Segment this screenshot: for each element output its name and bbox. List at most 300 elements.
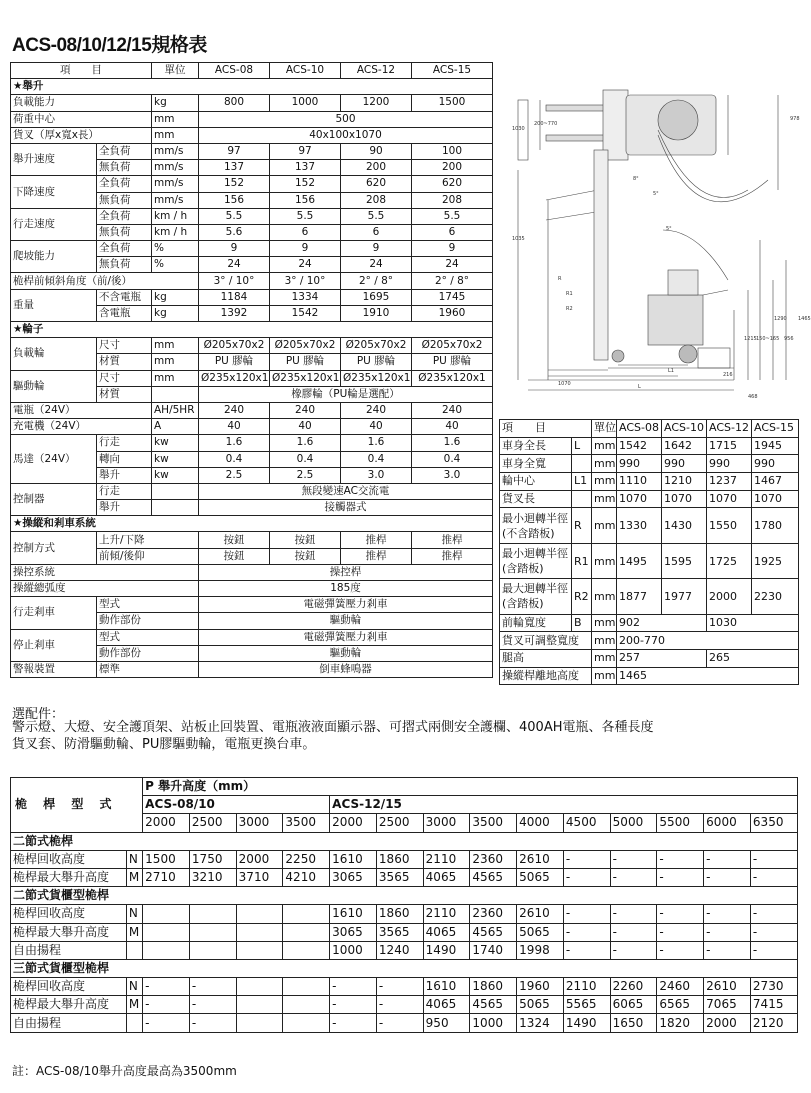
unit-cell: kw [152, 467, 199, 483]
mast-value-cell: 1610 [423, 978, 470, 996]
mast-value-cell: - [563, 941, 610, 959]
value-cell: 倒車蜂鳴器 [199, 661, 493, 677]
mast-value-cell: - [189, 996, 236, 1014]
mast-value-cell: 2110 [423, 905, 470, 923]
sub-label: 無負荷 [97, 192, 152, 208]
page-title: ACS-08/10/12/15規格表 [12, 35, 207, 56]
drawing-dimension-label: 1030 [512, 126, 525, 132]
dim-label: 最大迴轉半徑 (含踏板) [500, 579, 572, 614]
value-cell: 推桿 [341, 548, 412, 564]
value-cell: 800 [199, 95, 270, 111]
mast-value-cell: 2460 [657, 978, 704, 996]
unit-cell: km / h [152, 224, 199, 240]
mast-value-cell: 3065 [330, 868, 377, 886]
value-cell: 1070 [707, 490, 752, 508]
row-drive-wheel [11, 370, 493, 386]
value-cell: PU 膠輪 [341, 354, 412, 370]
value-cell: 24 [341, 257, 412, 273]
row-label: 停止剎車 [11, 629, 97, 661]
mast-data-row [11, 850, 798, 868]
unit-cell [152, 386, 199, 402]
value-cell: 9 [270, 241, 341, 257]
value-cell: Ø235x120x1 [412, 370, 493, 386]
dim-label: 車身全長 [500, 437, 572, 455]
value-cell: 推桿 [341, 532, 412, 548]
value-cell: 1550 [707, 508, 752, 543]
dim-label: 操縱桿離地高度 [500, 667, 592, 685]
unit-cell: mm [592, 579, 617, 614]
drawing-dimension-label: 978 [790, 116, 800, 122]
mast-value-cell: - [704, 850, 751, 868]
row-controller [11, 483, 493, 499]
mast-height-cell: 2500 [189, 814, 236, 832]
value-cell: 40 [412, 419, 493, 435]
mast-value-cell: 1750 [189, 850, 236, 868]
unit-cell: A [152, 419, 199, 435]
value-cell: 橡膠輪（PU輪是選配） [199, 386, 493, 402]
unit-cell: mm [152, 354, 199, 370]
mast-value-cell: - [610, 868, 657, 886]
mast-value-cell: 1860 [376, 850, 423, 868]
mast-value-cell: 2610 [704, 978, 751, 996]
value-cell: 5.5 [270, 208, 341, 224]
mast-value-cell: 3565 [376, 868, 423, 886]
section-title: ★操縱和剎車系統 [11, 516, 493, 532]
dim-code: B [572, 614, 592, 632]
footnote: 註：ACS-08/10舉升高度最高為3500mm [12, 1064, 237, 1078]
header-cell: ACS-15 [412, 63, 493, 79]
value-cell: Ø205x70x2 [412, 338, 493, 354]
mast-value-cell: 2710 [143, 868, 190, 886]
mast-value-cell [143, 923, 190, 941]
mast-value-cell: - [330, 1014, 377, 1032]
value-cell: 按鈕 [199, 532, 270, 548]
mast-value-cell [236, 978, 283, 996]
mast-value-cell: 5065 [517, 996, 564, 1014]
header-cell: ACS-08 [617, 420, 662, 438]
options-line-2: 貨叉套、防滑驅動輪、PU膠驅動輪，電瓶更換台車。 [12, 737, 316, 752]
mast-value-cell: 6065 [610, 996, 657, 1014]
value-cell: 3° / 10° [270, 273, 341, 289]
value-cell: 0.4 [199, 451, 270, 467]
value-cell: 156 [270, 192, 341, 208]
mast-value-cell: - [750, 868, 797, 886]
mast-section-title: 三節式貨櫃型桅桿 [11, 959, 798, 977]
value-cell: 1070 [662, 490, 707, 508]
row-label: 負載輪 [11, 338, 97, 370]
unit-cell: kg [152, 95, 199, 111]
sub-label: 行走 [97, 435, 152, 451]
mast-value-cell: 5565 [563, 996, 610, 1014]
mast-value-cell: - [704, 905, 751, 923]
mast-value-cell: - [657, 941, 704, 959]
mast-value-cell: 6565 [657, 996, 704, 1014]
mast-value-cell [236, 923, 283, 941]
value-cell: 接觸器式 [199, 500, 493, 516]
unit-cell: kw [152, 435, 199, 451]
unit-cell: kg [152, 305, 199, 321]
value-cell: 137 [199, 160, 270, 176]
unit-cell: kg [152, 289, 199, 305]
drawing-dimension-label: 1070 [558, 381, 571, 387]
mast-row-label: 桅桿回收高度 [11, 850, 127, 868]
dim-row-fork-adjust [500, 632, 799, 650]
mast-row-code: M [126, 996, 142, 1014]
header-cell: ACS-12 [707, 420, 752, 438]
value-cell: Ø235x120x1 [199, 370, 270, 386]
drawing-dimension-label: R [558, 276, 562, 282]
mast-value-cell: - [563, 868, 610, 886]
value-cell: 24 [199, 257, 270, 273]
mast-value-cell: - [376, 978, 423, 996]
mast-value-cell: 2730 [750, 978, 797, 996]
sub-label: 無負荷 [97, 160, 152, 176]
row-label: 操縱總弧度 [11, 581, 199, 597]
drawing-dimension-label: L [638, 384, 641, 390]
dim-label: 腿高 [500, 649, 592, 667]
drawing-dimension-label: 5° [653, 191, 659, 197]
value-cell: 6 [270, 224, 341, 240]
value-cell: 1200 [341, 95, 412, 111]
mast-data-row [11, 978, 798, 996]
drawing-dimension-label: 150~165 [756, 336, 780, 342]
mast-value-cell: 1610 [330, 905, 377, 923]
value-cell: 1945 [752, 437, 799, 455]
mast-value-cell: 4065 [423, 923, 470, 941]
mast-value-cell: 2120 [750, 1014, 797, 1032]
mast-height-cell: 5000 [610, 814, 657, 832]
value-cell: PU 膠輪 [199, 354, 270, 370]
mast-group-acs-08-10: ACS-08/10 [143, 796, 330, 814]
drawing-dimension-label: 5° [666, 226, 672, 232]
mast-value-cell [236, 905, 283, 923]
row-label: 控制器 [11, 483, 97, 515]
mast-row-label: 桅桿最大舉升高度 [11, 996, 127, 1014]
row-label: 爬坡能力 [11, 241, 97, 273]
value-cell: 3° / 10° [199, 273, 270, 289]
header-cell: ACS-15 [752, 420, 799, 438]
spec-header-row [11, 63, 493, 79]
sub-label: 全負荷 [97, 208, 152, 224]
mast-value-cell: - [657, 850, 704, 868]
unit-cell: mm [152, 370, 199, 386]
header-cell: ACS-10 [270, 63, 341, 79]
value-cell: 1467 [752, 473, 799, 491]
unit-cell: kw [152, 451, 199, 467]
mast-header-row [11, 778, 798, 796]
mast-height-cell: 6000 [704, 814, 751, 832]
unit-cell: mm [592, 632, 617, 650]
mast-value-cell: 1500 [143, 850, 190, 868]
mast-height-cell: 4000 [517, 814, 564, 832]
mast-form-label: 桅 桿 型 式 [11, 778, 143, 833]
value-cell: 9 [412, 241, 493, 257]
mast-value-cell: 4210 [283, 868, 330, 886]
mast-value-cell: 1000 [330, 941, 377, 959]
mast-value-cell: 4065 [423, 996, 470, 1014]
mast-value-cell [189, 941, 236, 959]
mast-height-cell: 4500 [563, 814, 610, 832]
sub-label: 標準 [97, 661, 199, 677]
mast-row-label: 自由揚程 [11, 941, 127, 959]
unit-cell: mm [592, 543, 617, 578]
mast-value-cell: 3210 [189, 868, 236, 886]
value-cell: 1.6 [270, 435, 341, 451]
section-title: ★輪子 [11, 322, 493, 338]
value-cell: 驅動輪 [199, 613, 493, 629]
value-cell: 1542 [617, 437, 662, 455]
drawing-dimension-label: 1035 [512, 236, 525, 242]
dim-row [500, 437, 799, 455]
unit-cell: mm [592, 667, 617, 685]
value-cell: 208 [341, 192, 412, 208]
dim-header-row [500, 420, 799, 438]
row-label: 充電機（24V） [11, 419, 152, 435]
value-cell: 3.0 [341, 467, 412, 483]
mast-row-code: M [126, 868, 142, 886]
mast-section-title: 二節式貨櫃型桅桿 [11, 887, 798, 905]
dim-row [500, 490, 799, 508]
value-cell: 1877 [617, 579, 662, 614]
mast-value-cell: - [143, 1014, 190, 1032]
mast-value-cell: 1324 [517, 1014, 564, 1032]
sub-label: 前傾/後仰 [97, 548, 199, 564]
row-battery [11, 402, 493, 418]
dim-row [500, 579, 799, 614]
value-cell: 40x100x1070 [199, 127, 493, 143]
mast-value-cell: - [610, 941, 657, 959]
value-cell: 0.4 [341, 451, 412, 467]
value-cell: 1725 [707, 543, 752, 578]
value-cell: 推桿 [412, 548, 493, 564]
value-cell: 1542 [270, 305, 341, 321]
mast-value-cell: 4565 [470, 996, 517, 1014]
mast-value-cell: 1820 [657, 1014, 704, 1032]
value-cell: 5.5 [199, 208, 270, 224]
mast-value-cell: 1740 [470, 941, 517, 959]
row-travel-brake [11, 597, 493, 613]
sub-label: 全負荷 [97, 143, 152, 159]
mast-value-cell [283, 905, 330, 923]
row-motor [11, 435, 493, 451]
mast-data-row [11, 996, 798, 1014]
value-cell: 240 [270, 402, 341, 418]
value-cell: 1495 [617, 543, 662, 578]
value-cell: 操控桿 [199, 564, 493, 580]
mast-section-row [11, 887, 798, 905]
drawing-dimension-label: 468 [748, 394, 758, 400]
mast-value-cell [236, 996, 283, 1014]
section-row [11, 322, 493, 338]
row-alarm [11, 661, 493, 677]
unit-cell [152, 500, 199, 516]
forklift-dimension-drawing [498, 80, 811, 400]
row-label: 馬達（24V） [11, 435, 97, 484]
value-cell: 156 [199, 192, 270, 208]
mast-value-cell: - [189, 978, 236, 996]
value-cell: 1.6 [341, 435, 412, 451]
sub-label: 無負荷 [97, 224, 152, 240]
row-label: 貨叉（厚x寬x長） [11, 127, 152, 143]
value-cell: 9 [199, 241, 270, 257]
sub-label: 尺寸 [97, 370, 152, 386]
mast-value-cell: - [657, 923, 704, 941]
mast-value-cell: - [330, 978, 377, 996]
row-load-center [11, 111, 493, 127]
value-cell: 電磁彈簧壓力剎車 [199, 597, 493, 613]
section-row [11, 516, 493, 532]
value-cell: 1000 [270, 95, 341, 111]
value-cell: 6 [341, 224, 412, 240]
sub-label: 上升/下降 [97, 532, 199, 548]
unit-cell: mm/s [152, 176, 199, 192]
drawing-dimension-label: 8° [633, 176, 639, 182]
mast-value-cell: - [704, 941, 751, 959]
value-cell: 1184 [199, 289, 270, 305]
dim-row [500, 508, 799, 543]
mast-value-cell: 3065 [330, 923, 377, 941]
mast-value-cell [236, 1014, 283, 1032]
mast-section-title: 二節式桅桿 [11, 832, 798, 850]
value-cell: 100 [412, 143, 493, 159]
mast-row-code: N [126, 905, 142, 923]
value-cell: 0.4 [412, 451, 493, 467]
unit-cell: mm [152, 127, 199, 143]
value-cell: Ø205x70x2 [341, 338, 412, 354]
value-cell: Ø205x70x2 [270, 338, 341, 354]
mast-value-cell: 1998 [517, 941, 564, 959]
header-cell: ACS-08 [199, 63, 270, 79]
mast-value-cell: 5065 [517, 923, 564, 941]
mast-value-cell: - [610, 923, 657, 941]
unit-cell: % [152, 241, 199, 257]
value-cell: 97 [199, 143, 270, 159]
value-cell: 按鈕 [270, 532, 341, 548]
sub-label: 動作部份 [97, 613, 199, 629]
value-cell: 9 [341, 241, 412, 257]
drawing-dimension-label: 1465 [798, 316, 811, 322]
value-cell: 1110 [617, 473, 662, 491]
sub-label: 無負荷 [97, 257, 152, 273]
mast-value-cell: - [330, 996, 377, 1014]
mast-value-cell [143, 905, 190, 923]
row-weight [11, 289, 493, 305]
sub-label: 轉向 [97, 451, 152, 467]
mast-value-cell: - [189, 1014, 236, 1032]
unit-cell: km / h [152, 208, 199, 224]
mast-value-cell: 3565 [376, 923, 423, 941]
mast-value-cell: 2110 [563, 978, 610, 996]
value-cell: 152 [199, 176, 270, 192]
value-cell: 1237 [707, 473, 752, 491]
value-cell: 240 [199, 402, 270, 418]
mast-section-row [11, 832, 798, 850]
mast-value-cell [143, 941, 190, 959]
mast-row-code: M [126, 923, 142, 941]
dim-row [500, 455, 799, 473]
value-cell: 990 [662, 455, 707, 473]
unit-cell: mm [592, 437, 617, 455]
value-cell: 1695 [341, 289, 412, 305]
value-cell: 24 [412, 257, 493, 273]
mast-height-cell: 2000 [143, 814, 190, 832]
value-cell: 90 [341, 143, 412, 159]
dim-row-leg-height [500, 649, 799, 667]
row-label: 舉升速度 [11, 143, 97, 175]
row-load-capacity [11, 95, 493, 111]
value-cell: 152 [270, 176, 341, 192]
mast-value-cell: 2260 [610, 978, 657, 996]
value-cell: 2.5 [270, 467, 341, 483]
mast-value-cell: 1650 [610, 1014, 657, 1032]
header-cell: 單位 [152, 63, 199, 79]
sub-label: 材質 [97, 354, 152, 370]
mast-data-row [11, 941, 798, 959]
value-cell: 1392 [199, 305, 270, 321]
value-cell: 200 [341, 160, 412, 176]
mast-height-cell: 5500 [657, 814, 704, 832]
row-control-mode [11, 532, 493, 548]
mast-value-cell: 2000 [704, 1014, 751, 1032]
unit-cell: mm [592, 614, 617, 632]
value-cell: 無段變速AC交流電 [199, 483, 493, 499]
mast-value-cell: 7065 [704, 996, 751, 1014]
dimension-table [499, 419, 799, 685]
mast-row-code [126, 941, 142, 959]
value-cell: 6 [412, 224, 493, 240]
value-cell: 按鈕 [270, 548, 341, 564]
value-cell: 1070 [617, 490, 662, 508]
value-cell: 902 [617, 614, 707, 632]
sub-label: 材質 [97, 386, 152, 402]
value-cell: 620 [341, 176, 412, 192]
unit-cell: mm/s [152, 143, 199, 159]
mast-value-cell: - [563, 905, 610, 923]
value-cell: 200-770 [617, 632, 799, 650]
value-cell: 185度 [199, 581, 493, 597]
mast-value-cell: - [610, 850, 657, 868]
mast-value-cell: 1240 [376, 941, 423, 959]
section-row [11, 79, 493, 95]
unit-cell: mm [152, 111, 199, 127]
dim-label: 前輪寬度 [500, 614, 572, 632]
mast-value-cell: 2110 [423, 850, 470, 868]
mast-row-code: N [126, 850, 142, 868]
mast-value-cell: 4565 [470, 868, 517, 886]
drawing-dimension-label: R1 [566, 291, 573, 297]
mast-value-cell: 7415 [750, 996, 797, 1014]
mast-height-cell: 3500 [283, 814, 330, 832]
value-cell: 電磁彈簧壓力剎車 [199, 629, 493, 645]
dim-row-front-wheel [500, 614, 799, 632]
row-label: 負載能力 [11, 95, 152, 111]
mast-value-cell: 1610 [330, 850, 377, 868]
mast-value-cell: - [657, 868, 704, 886]
value-cell: 500 [199, 111, 493, 127]
row-label: 荷重中心 [11, 111, 152, 127]
sub-label: 全負荷 [97, 241, 152, 257]
drawing-dimension-label: 1290 [774, 316, 787, 322]
row-label: 電瓶（24V） [11, 402, 152, 418]
dim-label: 最小迴轉半徑 (含踏板) [500, 543, 572, 578]
row-climb [11, 241, 493, 257]
sub-label: 型式 [97, 629, 199, 645]
value-cell: 按鈕 [199, 548, 270, 564]
drawing-dimension-label: 216 [723, 372, 733, 378]
unit-cell: mm [592, 473, 617, 491]
mast-value-cell [236, 941, 283, 959]
unit-cell: mm/s [152, 160, 199, 176]
